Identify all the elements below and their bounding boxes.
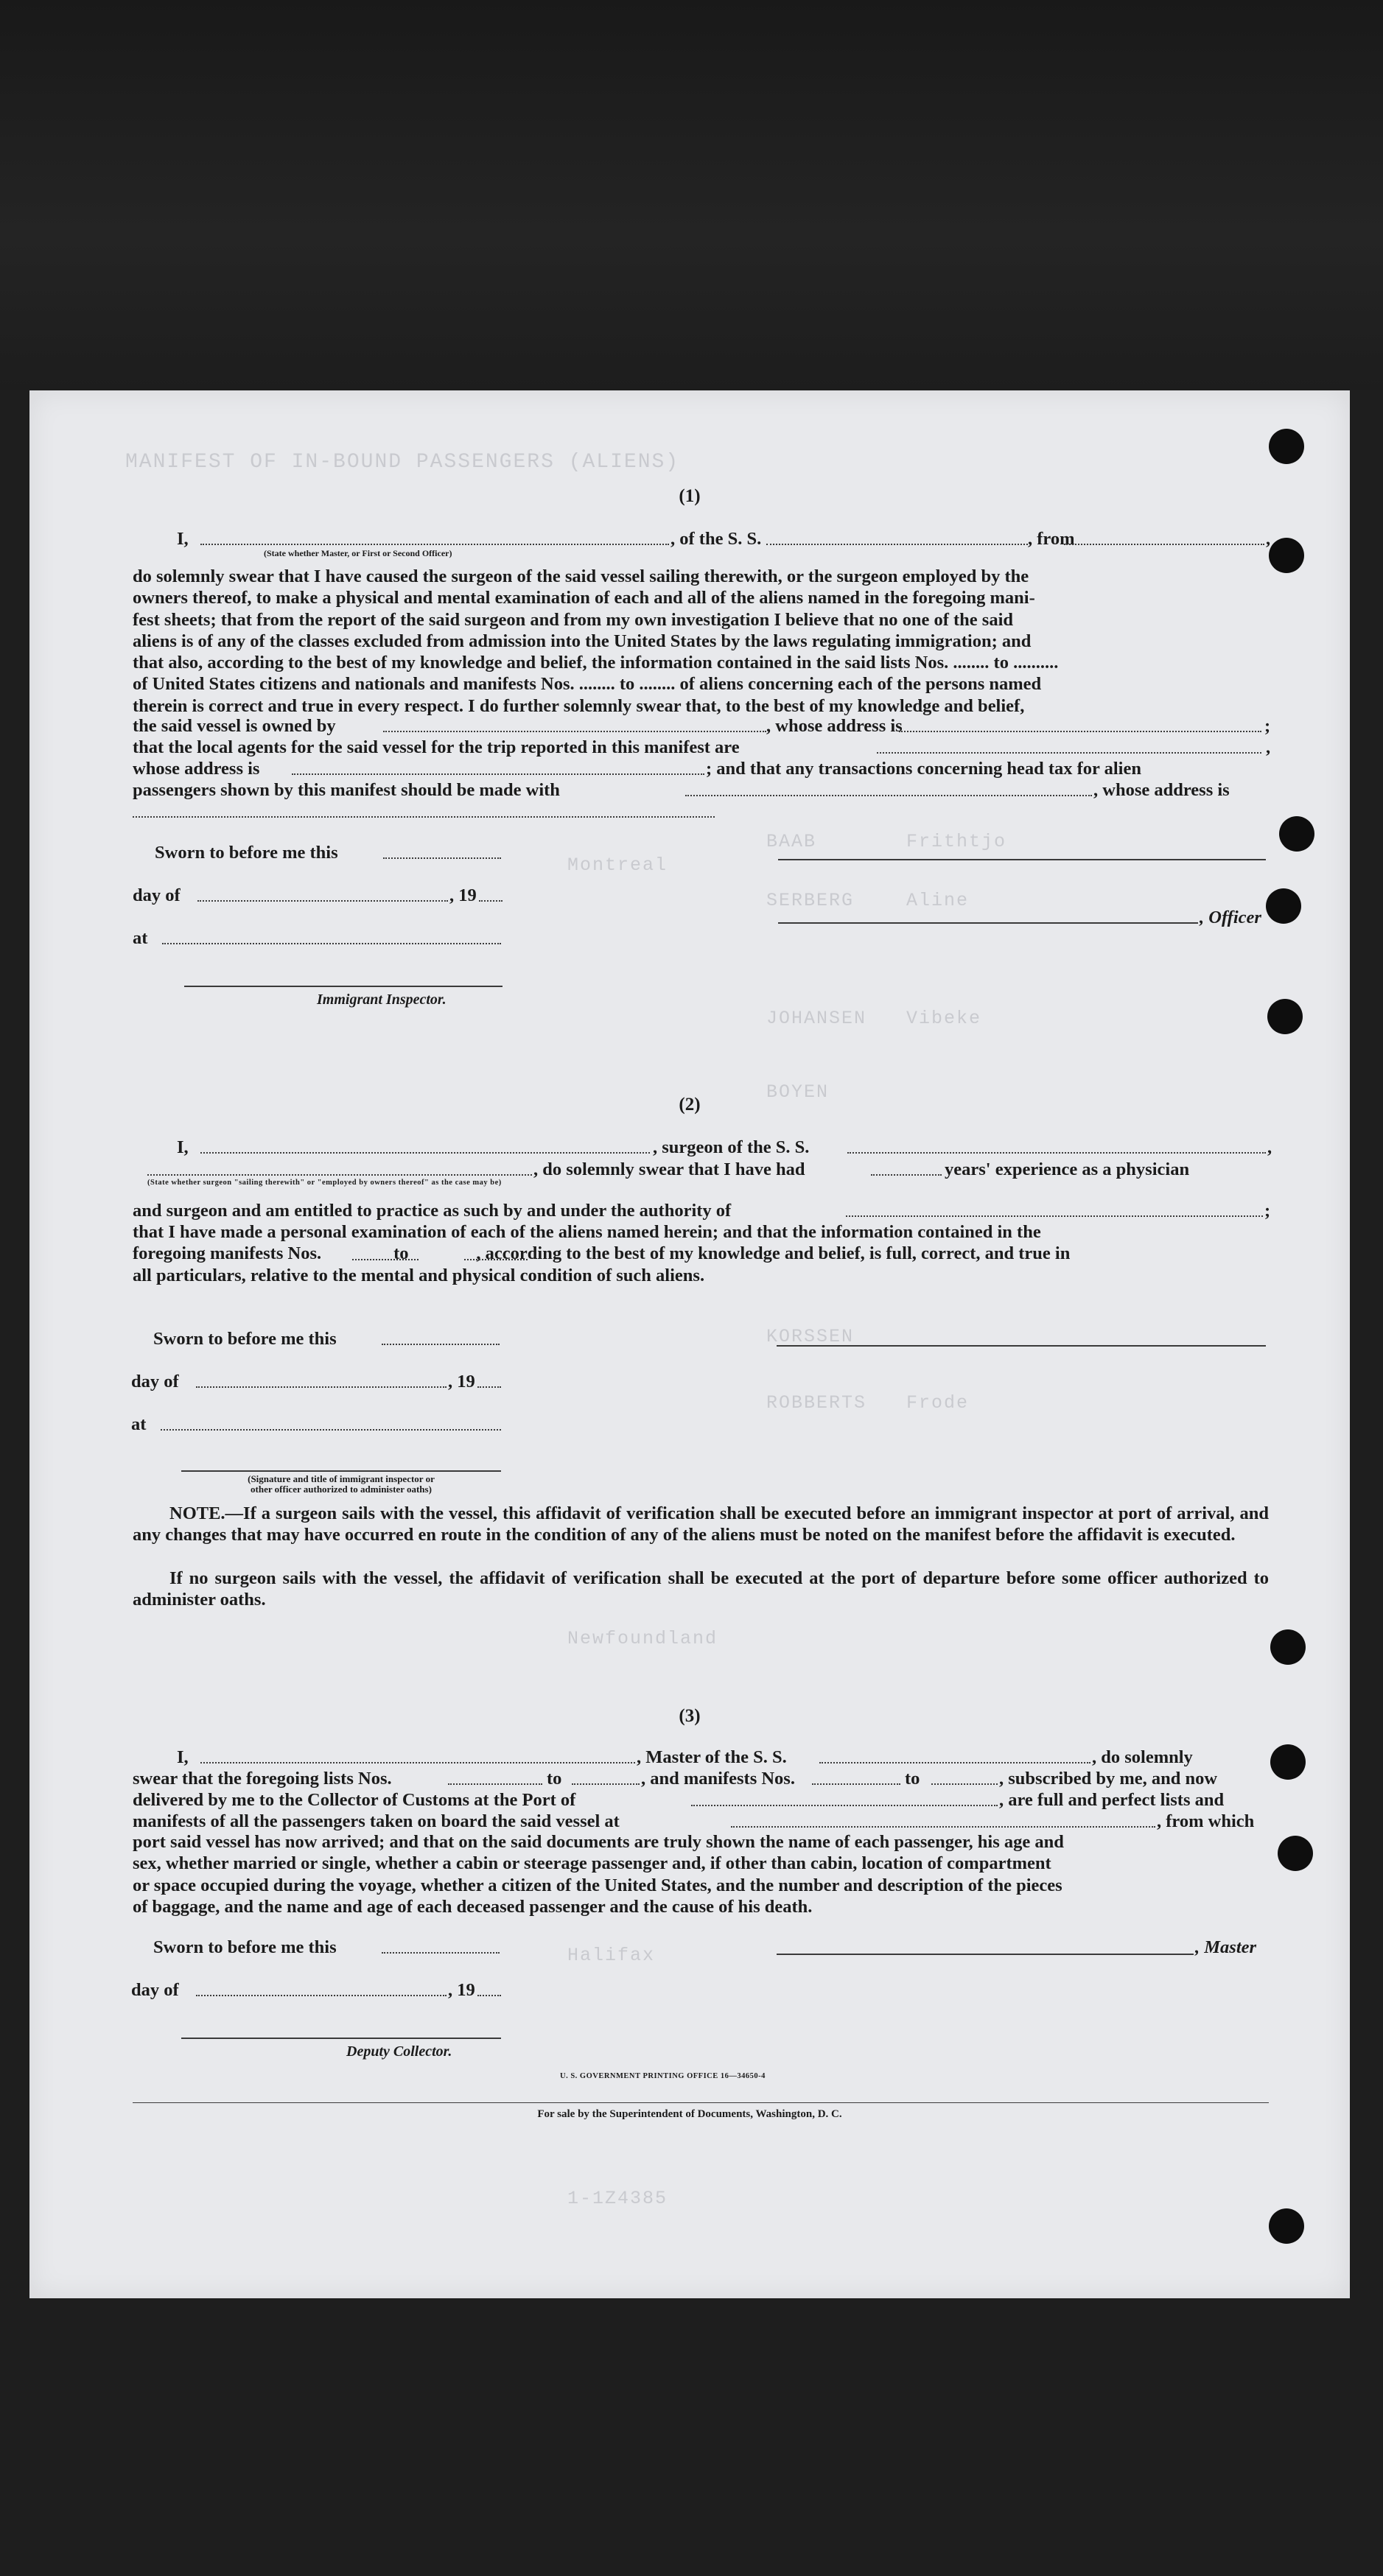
punch-hole xyxy=(1278,1836,1313,1871)
authority-text: and surgeon and am entitled to practice as such by and under the authority of xyxy=(133,1201,732,1221)
surgeon-name-field[interactable] xyxy=(200,1152,650,1154)
oath-i-label: I, xyxy=(177,529,189,549)
surgeon-signature-line[interactable] xyxy=(777,1345,1266,1347)
officer-signature-line[interactable] xyxy=(778,859,1266,860)
bleed-through-text: JOHANSEN xyxy=(766,1008,867,1029)
year-field[interactable] xyxy=(479,900,503,902)
bleed-through-text: 1-1Z4385 xyxy=(567,2188,668,2209)
bleed-through-text: Halifax xyxy=(567,1945,656,1966)
comma: , xyxy=(1266,529,1271,549)
section-number: (2) xyxy=(679,1095,701,1115)
surgeon-paragraph xyxy=(133,1221,1269,1286)
manifests-text: , and manifests Nos. xyxy=(641,1769,795,1789)
lists-to-field[interactable] xyxy=(572,1783,640,1785)
owner-field[interactable] xyxy=(383,731,766,732)
day-of-label: day of xyxy=(131,1980,179,2000)
year-field[interactable] xyxy=(477,1995,501,1996)
oath-line: sex, whether married or single, whether a cabin or steerage passenger and, if other than cabin, location of compartment xyxy=(133,1853,1051,1874)
master-paragraph xyxy=(133,1831,1269,1917)
punch-hole xyxy=(1269,429,1304,464)
section-number: (1) xyxy=(679,486,701,506)
year-label: , 19 xyxy=(449,885,477,905)
officer-name-field[interactable] xyxy=(200,544,669,545)
oath-line: port said vessel has now arrived; and that on the said documents are truly shown the name of each passenger, his age and xyxy=(133,1832,1064,1852)
month-field[interactable] xyxy=(197,900,448,902)
semicolon: ; xyxy=(1264,716,1271,736)
punch-hole xyxy=(1270,1744,1306,1780)
years-experience-field[interactable] xyxy=(871,1174,942,1176)
note-paragraph xyxy=(133,1568,1269,1611)
lists-text: swear that the foregoing lists Nos. xyxy=(133,1769,392,1789)
sworn-date-field[interactable] xyxy=(383,857,501,859)
bleed-through-text: Newfoundland xyxy=(567,1628,718,1649)
bleed-through-text: Montreal xyxy=(567,854,668,876)
ship-name-field[interactable] xyxy=(847,1152,1266,1154)
from-port-field[interactable] xyxy=(1064,544,1264,545)
surgeon-status-field[interactable] xyxy=(147,1174,532,1176)
owned-by-label: the said vessel is owned by xyxy=(133,716,336,736)
oath-i-label: I, xyxy=(177,1137,189,1157)
oath-line: or space occupied during the voyage, whether a citizen of the United States, and the number and description of the pieces xyxy=(133,1875,1062,1895)
agent-address-field[interactable] xyxy=(292,773,704,775)
year-label: , 19 xyxy=(448,1372,475,1391)
signature-note: (Signature and title of immigrant inspector or xyxy=(248,1473,435,1484)
whose-address-label: whose address is xyxy=(133,759,260,779)
collector-text: delivered by me to the Collector of Customs at the Port of xyxy=(133,1790,576,1810)
from-label: , from xyxy=(1028,529,1075,549)
subscribed-text: , subscribed by me, and now xyxy=(999,1769,1218,1789)
note-text: If no surgeon sails with the vessel, the affidavit of verification shall be executed at the port of departure before some officer authorized to administer oaths. xyxy=(133,1568,1269,1610)
local-agents-label: that the local agents for the said vessel for the trip reported in this manifest are xyxy=(133,737,740,757)
owner-address-field[interactable] xyxy=(899,731,1261,732)
to-label: to xyxy=(905,1769,920,1789)
collector-label: Deputy Collector. xyxy=(346,2043,452,2060)
bleed-through-text: KORSSEN xyxy=(766,1326,855,1347)
oath-line: that also, according to the best of my knowledge and belief, the information contained in the said lists Nos. ........ to .......... xyxy=(133,653,1059,673)
local-agents-field[interactable] xyxy=(877,752,1261,754)
transactions-text: ; and that any transactions concerning head tax for alien xyxy=(706,759,1141,779)
year-field[interactable] xyxy=(477,1386,501,1388)
manifests-from-field[interactable] xyxy=(812,1783,900,1785)
footer-rule xyxy=(133,2102,1269,2103)
head-tax-address-field[interactable] xyxy=(133,816,715,818)
at-label: at xyxy=(133,928,148,948)
bleed-through-text: Frithtjo xyxy=(906,831,1007,852)
comma: , xyxy=(1267,1137,1272,1157)
note-paragraph xyxy=(133,1503,1269,1546)
semicolon: ; xyxy=(1264,1201,1271,1221)
punch-hole xyxy=(1266,888,1301,924)
bleed-through-text: Vibeke xyxy=(906,1008,982,1029)
oath-line: owners thereof, to make a physical and mental examination of each and all of the aliens named in the foregoing mani- xyxy=(133,588,1035,608)
bleed-through-text: Frode xyxy=(906,1392,970,1414)
oath-line: of United States citizens and nationals and manifests Nos. ........ to ........ of aliens concerning each of the persons named xyxy=(133,674,1042,695)
departure-port-field[interactable] xyxy=(731,1826,1155,1828)
bleed-through-text: SERBERG xyxy=(766,890,855,911)
year-label: , 19 xyxy=(448,1980,475,2000)
solemnly-text: , do solemnly swear that I have had xyxy=(533,1159,805,1179)
month-field[interactable] xyxy=(196,1386,447,1388)
officer-label: , Officer xyxy=(1200,908,1261,927)
day-of-label: day of xyxy=(133,885,181,905)
bleed-through-text: MANIFEST OF IN-BOUND PASSENGERS (ALIENS) xyxy=(125,451,680,474)
day-of-label: day of xyxy=(131,1372,179,1391)
bleed-through-text: ROBBERTS xyxy=(766,1392,867,1414)
lists-from-field[interactable] xyxy=(448,1783,542,1785)
printing-office-imprint: U. S. GOVERNMENT PRINTING OFFICE 16—34650-4 xyxy=(560,2072,766,2080)
oath-line: that I have made a personal examination of each of the aliens named herein; and that the information contained in the xyxy=(133,1222,1041,1242)
oath-paragraph xyxy=(133,566,1269,717)
sworn-date-field[interactable] xyxy=(382,1344,500,1345)
sworn-label: Sworn to before me this xyxy=(155,843,338,863)
oath-line: of baggage, and the name and age of each deceased passenger and the cause of his death. xyxy=(133,1896,813,1917)
bleed-through-text: Aline xyxy=(906,890,970,911)
officer-title-line[interactable] xyxy=(778,922,1198,924)
whose-address-label: , whose address is xyxy=(1093,780,1230,800)
place-field[interactable] xyxy=(162,943,501,944)
inspector-signature-line[interactable] xyxy=(181,1470,501,1472)
punch-hole xyxy=(1269,2208,1304,2244)
field-note: (State whether Master, or First or Second Officer) xyxy=(264,548,452,558)
manifest-from-field[interactable] xyxy=(352,1259,419,1260)
ship-name-field[interactable] xyxy=(766,544,1028,545)
do-solemnly-text: , do solemnly xyxy=(1092,1747,1193,1767)
of-ship-label: , of the S. S. xyxy=(671,529,762,549)
oath-line: aliens is of any of the classes excluded from admission into the United States by the laws regulating immigration; and xyxy=(133,631,1032,651)
manifests-all-text: manifests of all the passengers taken on board the said vessel at xyxy=(133,1811,620,1831)
bleed-through-text: BAAB xyxy=(766,831,817,852)
manifest-to-field[interactable] xyxy=(464,1259,528,1260)
master-name-field[interactable] xyxy=(200,1762,635,1763)
passengers-text: passengers shown by this manifest should be made with xyxy=(133,780,560,800)
place-field[interactable] xyxy=(161,1429,501,1431)
punch-hole xyxy=(1270,1629,1306,1665)
inspector-signature-line[interactable] xyxy=(184,986,503,987)
oath-line: all particulars, relative to the mental and physical condition of such aliens. xyxy=(133,1265,705,1285)
collector-signature-line[interactable] xyxy=(181,2038,501,2039)
oath-line: fest sheets; that from the report of the said surgeon and from my own investigation I believe that no one of the said xyxy=(133,609,1013,630)
scan-background-top xyxy=(0,0,1383,390)
comma: , xyxy=(1266,737,1271,757)
oath-line: do solemnly swear that I have caused the surgeon of the said vessel sailing therewith, or the surgeon employed by the xyxy=(133,566,1029,586)
punch-hole xyxy=(1279,816,1314,852)
oath-line: foregoing manifests Nos. to , according to the best of my knowledge and belief, is full, correct, and true in xyxy=(133,1243,1071,1264)
ship-name-field[interactable] xyxy=(819,1762,1090,1763)
port-field[interactable] xyxy=(691,1805,998,1806)
signature-note: other officer authorized to administer oaths) xyxy=(251,1484,432,1495)
authority-field[interactable] xyxy=(846,1215,1263,1217)
master-signature-line[interactable] xyxy=(777,1954,1194,1955)
sworn-date-field[interactable] xyxy=(382,1952,500,1954)
master-label: , Master xyxy=(1195,1937,1257,1957)
note-text: NOTE.—If a surgeon sails with the vessel, this affidavit of verification shall be executed before an immigrant inspector at port of arrival, and any changes that may have occurred en route in the condition of any of the aliens must be noted on the manifest before the affidavit is executed. xyxy=(133,1503,1269,1545)
manifest-affidavit-page xyxy=(29,390,1350,2298)
punch-hole xyxy=(1267,999,1303,1034)
full-lists-text: , are full and perfect lists and xyxy=(999,1790,1225,1810)
bleed-through-text: BOYEN xyxy=(766,1081,830,1103)
whose-address-label: , whose address is xyxy=(766,716,903,736)
from-which-text: , from which xyxy=(1157,1811,1255,1831)
head-tax-contact-field[interactable] xyxy=(685,795,1092,796)
oath-line: therein is correct and true in every respect. I do further solemnly swear that, to the best of my knowledge and belief, xyxy=(133,695,1025,716)
to-label: to xyxy=(547,1769,562,1789)
at-label: at xyxy=(131,1414,147,1434)
field-note: (State whether surgeon "sailing therewith" or "employed by owners thereof" as the case may be) xyxy=(147,1179,502,1187)
sworn-label: Sworn to before me this xyxy=(153,1937,337,1957)
sale-notice: For sale by the Superintendent of Documents, Washington, D. C. xyxy=(537,2108,842,2120)
month-field[interactable] xyxy=(196,1995,447,1996)
years-text: years' experience as a physician xyxy=(945,1159,1190,1179)
sworn-label: Sworn to before me this xyxy=(153,1329,337,1349)
section-number: (3) xyxy=(679,1706,701,1726)
punch-hole xyxy=(1269,538,1304,573)
master-of-label: , Master of the S. S. xyxy=(637,1747,787,1767)
oath-i-label: I, xyxy=(177,1747,189,1767)
inspector-label: Immigrant Inspector. xyxy=(317,992,447,1008)
surgeon-of-label: , surgeon of the S. S. xyxy=(653,1137,810,1157)
manifests-to-field[interactable] xyxy=(931,1783,998,1785)
